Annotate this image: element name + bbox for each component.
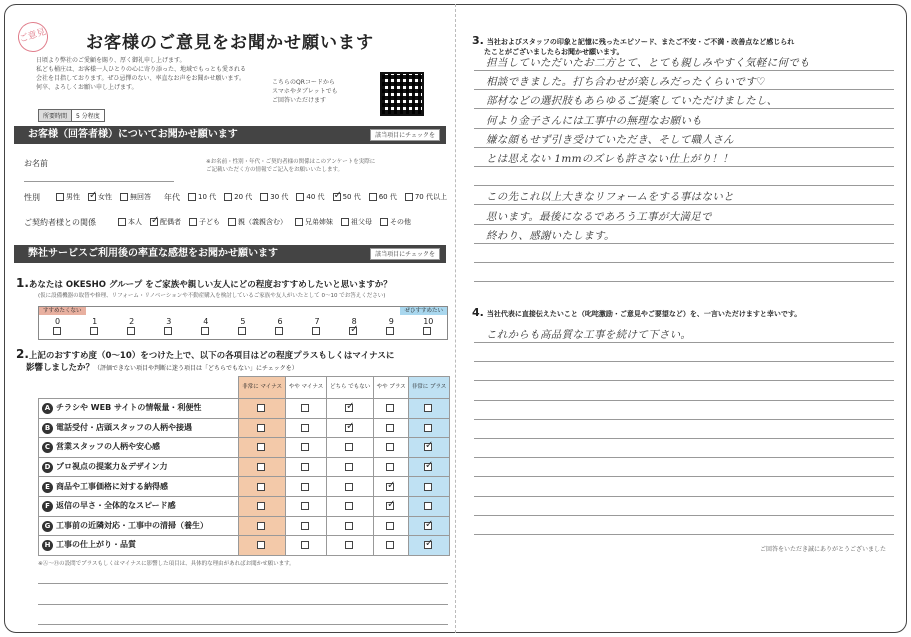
option-label: 親（義親含む） [238,218,287,226]
answer-line[interactable] [474,243,894,244]
q2-rating-cell[interactable] [409,536,450,556]
handwritten-answer-line: この先これ以上大きなリフォームをする事はないと [486,191,734,204]
q2-rating-cell[interactable] [326,516,373,536]
checkbox-icon[interactable] [224,193,232,201]
option-label: 男性 [66,193,80,201]
answer-line[interactable] [474,108,894,109]
answer-line[interactable] [474,281,894,282]
answer-line[interactable] [474,128,894,129]
q2-item-label [39,438,239,458]
item-text: 工事の仕上がり・品質 [56,540,136,550]
checkbox-icon[interactable] [118,218,126,226]
checkbox-icon[interactable] [296,193,304,201]
answer-line[interactable] [474,204,894,205]
q1-subtext: (仮に設備機器の取替や修理、リフォーム・リノベーションや不動産購入を検討しているご家族や友人がいたとして 0〜10 でお答えください) [38,293,386,299]
item-text: 返信の早さ・全体的なスピード感 [56,501,176,511]
q2-column-header: 非常に マイナス [239,377,286,399]
checkbox-icon[interactable] [189,218,197,226]
q2-rating-cell[interactable] [286,516,327,536]
checkbox-icon[interactable] [90,327,98,335]
checkbox-icon[interactable] [312,327,320,335]
q1-scale-option[interactable] [344,317,364,335]
option-age-opts-5[interactable] [369,192,397,202]
q2-item-label [39,496,239,516]
checkbox-icon[interactable] [424,424,432,432]
q2-table-row [39,438,450,458]
q1-scale-option[interactable] [381,317,401,335]
q2-rating-cell[interactable] [409,418,450,438]
checkbox-icon[interactable] [424,522,432,530]
handwritten-answer-line: 何より金子さんには工事中の無理なお願いも [486,114,702,127]
option-gender-opts-2[interactable] [120,192,151,202]
answer-line[interactable] [474,70,894,71]
q2-rating-cell[interactable] [239,516,286,536]
checkbox-icon[interactable] [345,404,353,412]
item-letter-icon: A [42,403,53,414]
checkbox-icon[interactable] [257,443,265,451]
answer-line[interactable] [474,438,894,439]
q2-rating-cell[interactable] [374,477,409,497]
q2-item-label [39,516,239,536]
answer-line[interactable] [474,89,894,90]
option-age-opts-6[interactable] [405,192,447,202]
option-label: 配偶者 [160,218,181,226]
checkbox-icon[interactable] [424,463,432,471]
option-relation-opts-1[interactable] [150,217,181,227]
gender-label: 性別 [24,193,40,202]
checkbox-icon[interactable] [301,424,309,432]
item-letter-icon: B [42,423,53,434]
q2-rating-cell[interactable] [286,438,327,458]
checkbox-icon[interactable] [423,327,431,335]
q2-item-label [39,418,239,438]
checkbox-icon[interactable] [345,483,353,491]
q2-rating-cell[interactable] [326,438,373,458]
option-label: 20 代 [234,193,253,201]
handwritten-answer-line: 相談できました。打ち合わせが楽しみだったくらいです♡ [486,76,766,89]
option-label: 50 代 [342,193,361,201]
q1-scale-option[interactable] [196,317,216,335]
q2-rating-cell[interactable] [374,457,409,477]
item-letter-icon: E [42,482,53,493]
checkbox-icon[interactable] [424,443,432,451]
q2-rating-cell[interactable] [409,438,450,458]
option-gender-opts-1[interactable] [88,192,112,202]
checkbox-icon[interactable] [257,522,265,530]
relation-label: ご契約者様との関係 [24,218,96,227]
q2-table-row [39,477,450,497]
checkbox-icon[interactable] [424,404,432,412]
q1-scale-number: 5 [240,317,246,326]
q1-scale-number: 9 [388,317,394,326]
checkbox-icon[interactable] [345,424,353,432]
q2-item-label [39,457,239,477]
option-age-opts-2[interactable] [260,192,288,202]
checkbox-icon[interactable] [301,443,309,451]
q2-rating-cell[interactable] [239,399,286,419]
checkbox-icon[interactable] [56,193,64,201]
item-letter-icon: C [42,442,53,453]
option-label: 10 代 [198,193,217,201]
q2-table-row [39,457,450,477]
option-age-opts-3[interactable] [296,192,324,202]
checkbox-icon[interactable] [257,541,265,549]
intro-text: 日頃より弊社のご愛顧を賜り、厚く御礼申し上げます。 私ども桶庄は、お客様一人ひとりの心に寄り添った、地域でもっとも愛される 会社を目指しております。ぜひ忌憚のない、率直なお声をお聞かせ願います。 何卒、よろしくお願い申し上げます。 [36,57,247,91]
q1-scale-number: 10 [423,317,434,326]
handwritten-answer-line: 部材などの選択肢もあらゆるご提案していただけましたし、 [486,95,778,108]
q2-rating-cell[interactable] [409,477,450,497]
q1-scale-number: 2 [129,317,135,326]
option-relation-opts-4[interactable] [295,217,333,227]
q2-table-row [39,536,450,556]
duration-badge: 所要時間 5 分程度 [38,109,105,122]
q2-item-label [39,399,239,419]
option-label: 子ども [199,218,220,226]
checkbox-icon[interactable] [386,483,394,491]
checkbox-icon[interactable] [301,483,309,491]
checkbox-icon[interactable] [424,541,432,549]
item-letter-icon: G [42,521,53,532]
handwritten-answer-line: 終わり、感謝いたします。 [486,229,615,242]
checkbox-icon[interactable] [405,193,413,201]
q1-right-label: ぜひすすめたい [400,307,447,315]
q2-rating-cell[interactable] [326,399,373,419]
checkbox-icon[interactable] [295,218,303,226]
checkbox-icon[interactable] [386,404,394,412]
answer-line[interactable] [474,342,894,343]
option-relation-opts-0[interactable] [118,217,142,227]
checkbox-icon[interactable] [127,327,135,335]
gender-options [56,192,151,202]
answer-line[interactable] [474,361,894,362]
checkbox-icon[interactable] [345,522,353,530]
reason-line[interactable] [38,583,448,584]
checkbox-icon[interactable] [386,424,394,432]
q2-column-header: やや マイナス [286,377,327,399]
checkbox-icon[interactable] [386,327,394,335]
item-text: 営業スタッフの人柄や安心感 [56,442,160,452]
q2-rating-cell[interactable] [286,399,327,419]
q2-column-header: どちら でもない [326,377,373,399]
q1-scale-option[interactable] [159,317,179,335]
q2-rating-cell[interactable] [326,418,373,438]
checkbox-icon[interactable] [53,327,61,335]
checkbox-icon[interactable] [164,327,172,335]
checkbox-icon[interactable] [369,193,377,201]
checkbox-icon[interactable] [301,404,309,412]
name-label: お名前 [24,159,48,168]
checkbox-icon[interactable] [260,193,268,201]
q2-rating-cell[interactable] [409,516,450,536]
checkbox-icon[interactable] [257,404,265,412]
checkbox-icon[interactable] [150,218,158,226]
right-page [466,8,902,628]
q2-rating-cell[interactable] [239,457,286,477]
option-relation-opts-5[interactable] [341,217,372,227]
checkbox-icon[interactable] [333,193,341,201]
answer-line[interactable] [474,515,894,516]
option-label: 70 代以上 [414,193,447,201]
q2-rating-cell[interactable] [286,496,327,516]
q1-left-label: すすめたくない [39,307,86,315]
checkbox-icon[interactable] [228,218,236,226]
q2-rating-cell[interactable] [374,496,409,516]
checkbox-icon[interactable] [386,522,394,530]
fold-line [455,4,456,633]
q2-rating-cell[interactable] [326,457,373,477]
answer-line[interactable] [474,476,894,477]
checkbox-icon[interactable] [424,502,432,510]
q2-rating-cell[interactable] [409,457,450,477]
checkbox-icon[interactable] [301,502,309,510]
qr-caption: こちらのQRコードから スマホやタブレットでも ご回答いただけます [272,79,338,104]
q2-rating-cell[interactable] [374,516,409,536]
q2-table-row [39,399,450,419]
q2-rating-cell[interactable] [239,418,286,438]
name-field[interactable] [24,181,174,182]
answer-line[interactable] [474,262,894,263]
q3-question: 3. 当社およびスタッフの印象と記憶に残ったエピソード、またご不安・ご不満・改善点など感じられ たことがございましたらお聞かせ願います。 [472,34,795,56]
checkbox-icon[interactable] [88,193,96,201]
q1-scale-option[interactable] [85,317,105,335]
option-age-opts-0[interactable] [188,192,216,202]
qr-code-icon[interactable] [380,72,424,116]
q2-item-label [39,477,239,497]
item-letter-icon: D [42,462,53,473]
handwritten-answer-line: 思います。最後になるであろう工事が大満足で [486,210,712,223]
q2-rating-cell[interactable] [286,418,327,438]
option-label: 本人 [128,218,142,226]
handwritten-answer-line: これからも高品質な工事を続けて下さい。 [486,329,692,341]
option-label: 女性 [98,193,112,201]
left-page [10,8,450,628]
q2-table-row [39,496,450,516]
q1-scale [38,306,448,340]
checkbox-icon[interactable] [301,541,309,549]
q2-footnote: ※Ⓐ〜Ⓗの設問でプラスもしくはマイナスに影響した項目は、具体的な理由があればお聞かせ願います。 [38,561,295,567]
q2-rating-cell[interactable] [374,399,409,419]
checkbox-icon[interactable] [238,327,246,335]
q2-table-row [39,418,450,438]
q1-scale-option[interactable] [418,317,438,335]
q2-rating-cell[interactable] [374,536,409,556]
checkbox-icon[interactable] [349,327,357,335]
checkbox-icon[interactable] [257,483,265,491]
checkbox-icon[interactable] [201,327,209,335]
reason-line[interactable] [38,624,448,625]
option-relation-opts-6[interactable] [380,217,411,227]
q1-scale-number: 7 [314,317,320,326]
q2-item-label [39,536,239,556]
item-text: プロ視点の提案力＆デザイン力 [56,462,168,472]
checkbox-icon[interactable] [386,541,394,549]
checkbox-icon[interactable] [386,502,394,510]
q2-rating-cell[interactable] [374,438,409,458]
answer-line[interactable] [474,496,894,497]
handwritten-answer-line: 担当していただいたお二方とて、とても親しみやすく気軽に何でも [486,57,810,69]
q2-rating-cell[interactable] [286,477,327,497]
reason-line[interactable] [38,604,448,605]
q1-scale-option[interactable] [48,317,68,335]
checkbox-icon[interactable] [345,541,353,549]
option-label: 30 代 [270,193,289,201]
q2-rating-cell[interactable] [409,496,450,516]
answer-line[interactable] [474,400,894,401]
q2-table-row [39,516,450,536]
q1-scale-option[interactable] [270,317,290,335]
q1-scale-number: 4 [203,317,209,326]
q2-rating-table [38,376,450,556]
option-label: 60 代 [378,193,397,201]
q2-rating-cell[interactable] [286,536,327,556]
q2-rating-cell[interactable] [239,496,286,516]
q1-scale-number: 1 [92,317,98,326]
q2-rating-cell[interactable] [409,399,450,419]
answer-line[interactable] [474,457,894,458]
item-text: チラシや WEB サイトの情報量・利便性 [56,403,202,413]
answer-line[interactable] [474,166,894,167]
checkbox-icon[interactable] [257,502,265,510]
service-section-header: 弊社サービスご利用後の率直な感想をお聞かせ願います 該当項目にチェックを [14,245,446,263]
q1-scale-option[interactable] [122,317,142,335]
age-options [188,192,447,202]
q1-scale-number: 8 [351,317,357,326]
q1-scale-number: 0 [54,317,61,326]
option-relation-opts-3[interactable] [228,217,287,227]
answer-line[interactable] [474,224,894,225]
thanks-note: ご回答をいただき誠にありがとうございました [759,546,886,553]
q2-rating-cell[interactable] [239,477,286,497]
checkbox-icon[interactable] [424,483,432,491]
option-age-opts-4[interactable] [333,192,361,202]
q2-question: 2.上記のおすすめ度（0〜10）をつけた上で、以下の各項目はどの程度プラスもしくはマイナスに 影響しましたか？（評価できない項目や判断に迷う項目は「どちらでもない」にチェックを） [16,347,395,373]
checkbox-icon[interactable] [341,218,349,226]
checkbox-icon[interactable] [301,522,309,530]
item-text: 工事前の近隣対応・工事中の清掃（養生） [56,520,208,530]
option-gender-opts-0[interactable] [56,192,80,202]
item-letter-icon: F [42,501,53,512]
answer-line[interactable] [474,534,894,535]
q2-rating-cell[interactable] [326,496,373,516]
page-title: お客様のご意見をお聞かせ願います [86,33,374,53]
q2-column-header: 非常に プラス [409,377,450,399]
q1-scale-option[interactable] [233,317,253,335]
privacy-note: ※お名前・性別・年代・ご契約者様の関係はこのアンケートを実際に ご記載いただく方の情報でご記入をお願いいたします。 [206,159,376,173]
q2-rating-cell[interactable] [326,536,373,556]
q2-column-header: やや プラス [374,377,409,399]
handwritten-answer-line: とは思えない 1mmのズレも許さない仕上がり！！ [486,153,734,165]
option-label: 無回答 [130,193,151,201]
checkbox-icon[interactable] [188,193,196,201]
option-label: 兄弟姉妹 [305,218,333,226]
q1-scale-number: 6 [277,317,283,326]
checkbox-icon[interactable] [301,463,309,471]
answer-line[interactable] [474,419,894,420]
checkbox-icon[interactable] [380,218,388,226]
checkbox-icon[interactable] [345,463,353,471]
answer-line[interactable] [474,147,894,148]
checkbox-icon[interactable] [275,327,283,335]
checkbox-icon[interactable] [345,502,353,510]
item-text: 商品や工事価格に対する納得感 [56,481,168,491]
q2-rating-cell[interactable] [239,536,286,556]
q2-rating-cell[interactable] [286,457,327,477]
option-label: 40 代 [306,193,325,201]
checkbox-icon[interactable] [345,443,353,451]
item-text: 電話受付・店頭スタッフの人柄や接遇 [56,422,192,432]
answer-line[interactable] [474,185,894,186]
q2-rating-cell[interactable] [326,477,373,497]
q1-question: 1.あなたは OKESHO グループ をご家族や親しい友人にどの程度おすすめしたいと思いますか？ [16,276,392,290]
option-label: 祖父母 [351,218,372,226]
q1-scale-option[interactable] [307,317,327,335]
stamp-logo: ご意見 [14,18,52,56]
option-age-opts-1[interactable] [224,192,252,202]
q2-rating-cell[interactable] [374,418,409,438]
handwritten-answer-line: 嫌な顔もせず引き受けていただき、そして職人さん [486,133,734,146]
answer-line[interactable] [474,380,894,381]
checkbox-icon[interactable] [257,424,265,432]
checkbox-icon[interactable] [257,463,265,471]
option-relation-opts-2[interactable] [189,217,220,227]
checkbox-icon[interactable] [120,193,128,201]
checkbox-icon[interactable] [386,443,394,451]
item-letter-icon: H [42,540,53,551]
q4-question: 4. 当社代表に直接伝えたいこと（叱咤激励・ご意見やご要望など）を、一言いただけますと幸いです。 [472,306,802,319]
checkbox-icon[interactable] [386,463,394,471]
q2-rating-cell[interactable] [239,438,286,458]
q1-scale-number: 3 [166,317,172,326]
option-label: その他 [390,218,411,226]
age-label: 年代 [164,193,180,202]
relation-options [118,217,411,227]
customer-section-header: お客様（回答者様）についてお聞かせ願います 該当項目にチェックを [14,126,446,144]
